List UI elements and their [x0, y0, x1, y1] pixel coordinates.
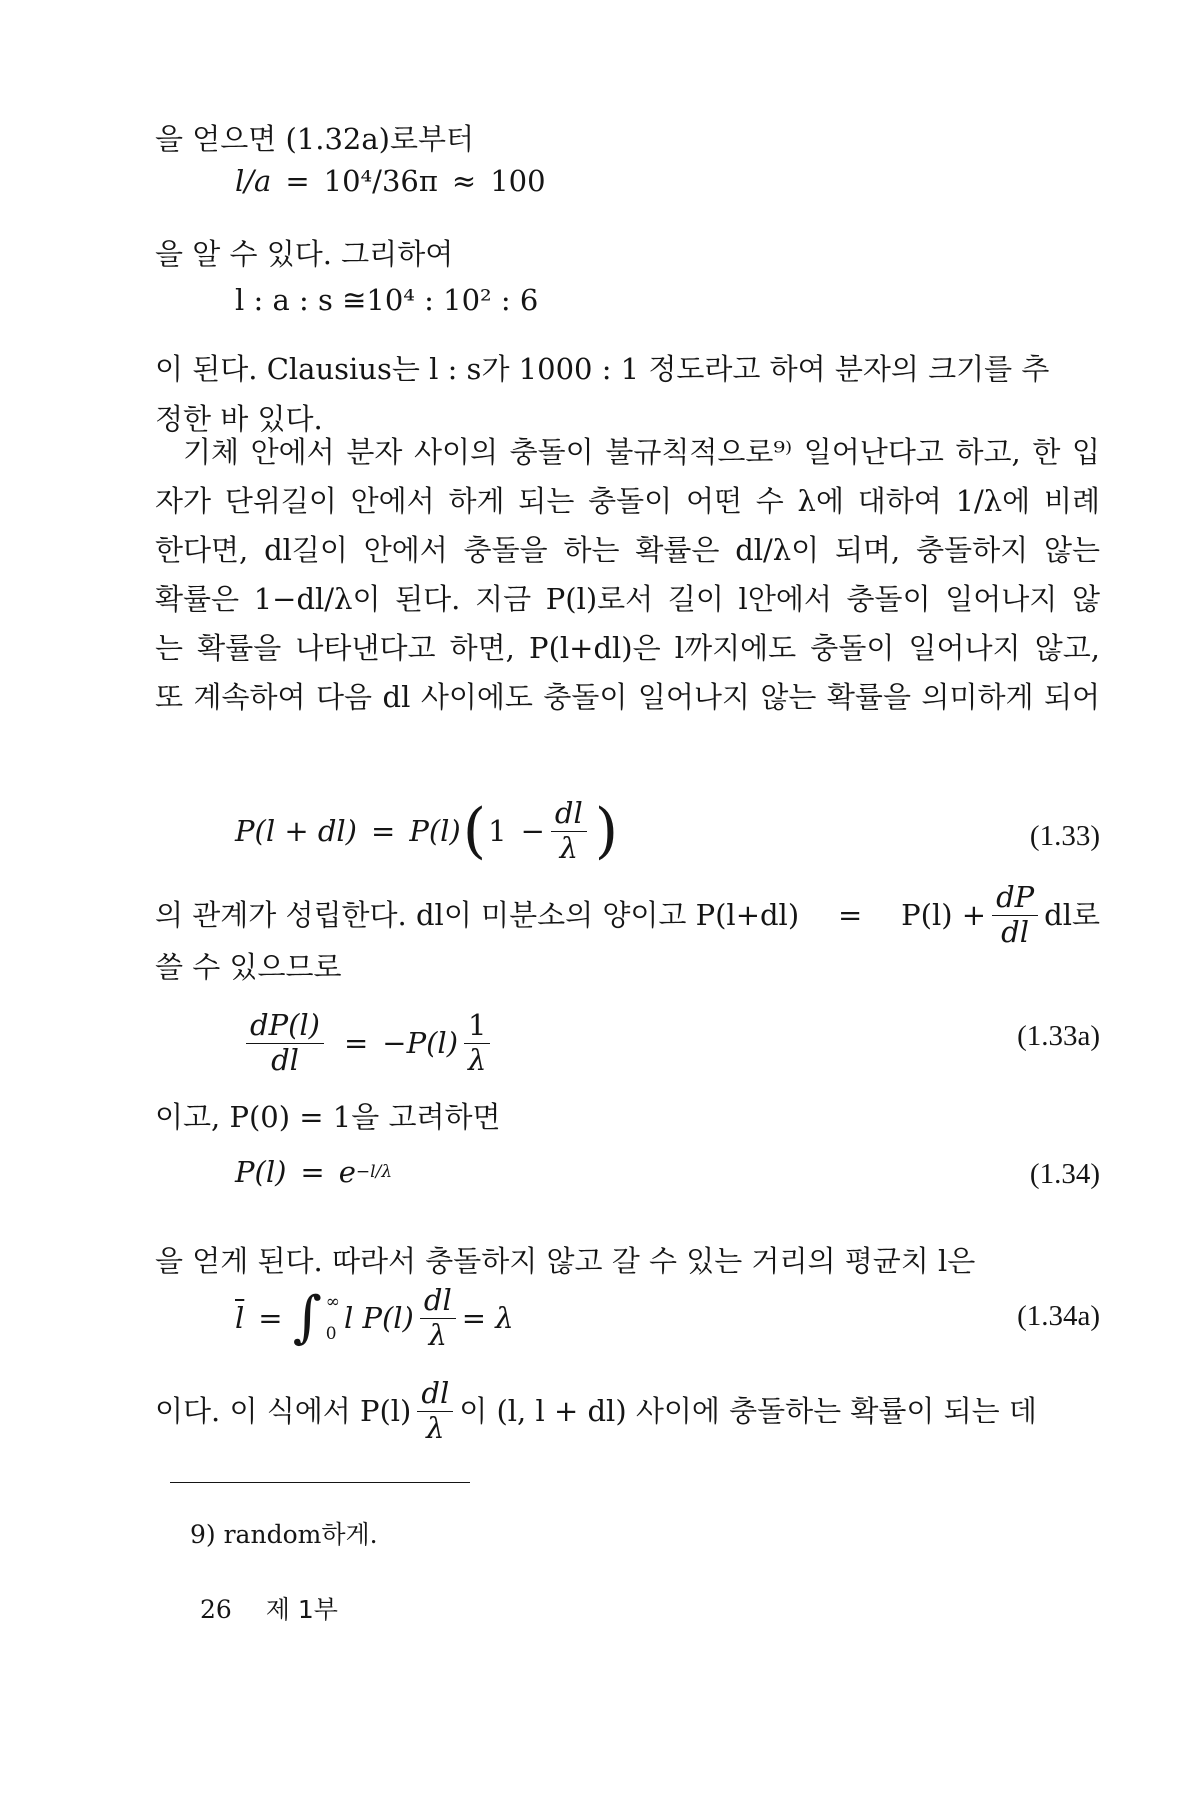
text-line: 이 된다. Clausius는 l : s가 1000 : 1 정도라고 하여 분자의 크기를 추	[155, 352, 1050, 386]
para-line: 확률은 1−dl/λ이 된다. 지금 P(l)로서 길이 l안에서 충돌이 일어나지 않	[155, 582, 1100, 616]
right-paren: )	[594, 796, 619, 867]
text-segment: 이 (l, l + dl) 사이에 충돌하는 확률이 되는 데	[459, 1394, 1037, 1429]
eq-body: l P(l)	[343, 1301, 414, 1336]
text-segment: 의 관계가 성립한다. dl이 미분소의 양이고 P(l+dl)	[155, 898, 800, 933]
integral-limits	[326, 1292, 340, 1345]
text-line: 을 알 수 있다. 그리하여	[155, 237, 454, 271]
footnote-rule	[170, 1482, 470, 1483]
fraction	[551, 798, 587, 865]
fraction	[464, 1010, 490, 1077]
equation-number: (1.34a)	[1017, 1300, 1100, 1332]
eq-exponent: −l/λ	[355, 1162, 393, 1182]
left-paren: (	[462, 796, 487, 867]
eq-rhs: 100	[490, 164, 546, 198]
equation-1-34	[235, 1155, 392, 1189]
para-line: 한다면, dl길이 안에서 충돌을 하는 확률은 dl/λ이 되며, 충돌하지 않는	[155, 533, 1100, 567]
eq-lhs: $\overline{l}$	[235, 1301, 245, 1336]
equation-number: (1.33a)	[1017, 1020, 1100, 1052]
eq-lhs: l/a	[235, 164, 272, 198]
equation-1-33	[235, 798, 620, 865]
frac-den: λ	[426, 1410, 445, 1445]
text-line: 정한 바 있다.	[155, 402, 323, 436]
fraction	[246, 1010, 324, 1077]
fraction	[420, 1285, 456, 1352]
frac-den: λ	[559, 830, 579, 865]
eq-rhs: −P(l)	[382, 1026, 459, 1061]
eq-p: P(l)	[409, 814, 461, 849]
equation-1-34a	[235, 1285, 514, 1352]
fraction	[417, 1378, 453, 1445]
frac-num: dP(l)	[246, 1010, 324, 1044]
lower-limit: 0	[325, 1324, 337, 1345]
page-footer	[200, 1590, 338, 1626]
frac-num: dP	[992, 882, 1038, 916]
footnote: 9) random하게.	[190, 1520, 378, 1549]
para-line: 자가 단위길이 안에서 하게 되는 충돌이 어떤 수 λ에 대하여 1/λ에 비례	[155, 484, 1100, 518]
frac-num: dl	[417, 1378, 453, 1412]
eq-base: e	[338, 1155, 356, 1189]
frac-den: dl	[271, 1042, 299, 1077]
text-line: 쓸 수 있으므로	[155, 950, 342, 984]
frac-den: λ	[468, 1042, 487, 1077]
frac-den: dl	[1001, 914, 1030, 949]
text-segment: =	[837, 898, 863, 933]
text-segment: dl로	[1044, 898, 1100, 933]
para-line: 또 계속하여 다음 dl 사이에도 충돌이 일어나지 않는 확률을 의미하게 되어	[155, 680, 1100, 714]
equation-l-over-a	[235, 164, 546, 198]
text-line: 이고, P(0) = 1을 고려하면	[155, 1100, 501, 1134]
page-number: 26	[200, 1595, 232, 1624]
upper-limit: ∞	[325, 1292, 340, 1312]
frac-den: λ	[428, 1317, 447, 1352]
frac-num: 1	[464, 1010, 490, 1044]
text-line: 을 얻게 된다. 따라서 충돌하지 않고 갈 수 있는 거리의 평균치 l은	[155, 1244, 976, 1278]
eq-rel: =	[371, 814, 396, 849]
equation-ratio	[235, 283, 538, 317]
frac-num: dl	[420, 1285, 456, 1319]
eq-lhs: P(l + dl)	[235, 814, 357, 849]
integral-sign: ∫	[292, 1285, 322, 1351]
eq-rhs: = λ	[461, 1301, 514, 1336]
eq-rel: =	[258, 1301, 283, 1336]
equation-number: (1.34)	[1029, 1158, 1100, 1190]
eq-one: 1	[488, 814, 507, 849]
eq-ratio-text: l : a : s ≅10⁴ : 10² : 6	[235, 283, 539, 317]
eq-approx: ≈	[451, 164, 477, 198]
eq-minus: −	[520, 814, 545, 849]
paragraph	[155, 428, 1100, 722]
text-segment: P(l) +	[901, 898, 987, 933]
eq-lhs: P(l)	[235, 1155, 287, 1189]
eq-rel: =	[300, 1155, 325, 1189]
para-line: 기체 안에서 분자 사이의 충돌이 불규칙적으로⁹⁾ 일어난다고 하고, 한 입	[183, 435, 1100, 469]
eq-rel: =	[343, 1026, 369, 1061]
part-label: 제 1부	[265, 1595, 338, 1624]
frac-num: dl	[551, 798, 587, 832]
equation-number: (1.33)	[1029, 820, 1100, 852]
para-line: 는 확률을 나타낸다고 하면, P(l+dl)은 l까지에도 충돌이 일어나지 않고,	[155, 631, 1100, 665]
text-line-with-fraction	[155, 1378, 1100, 1445]
text-line: 을 얻으면 (1.32a)로부터	[155, 122, 475, 156]
eq-mid: 10⁴/36π	[323, 164, 438, 198]
eq-rel: =	[285, 164, 310, 198]
equation-1-33a	[240, 1010, 496, 1077]
text-segment: 이다. 이 식에서 P(l)	[155, 1394, 412, 1429]
